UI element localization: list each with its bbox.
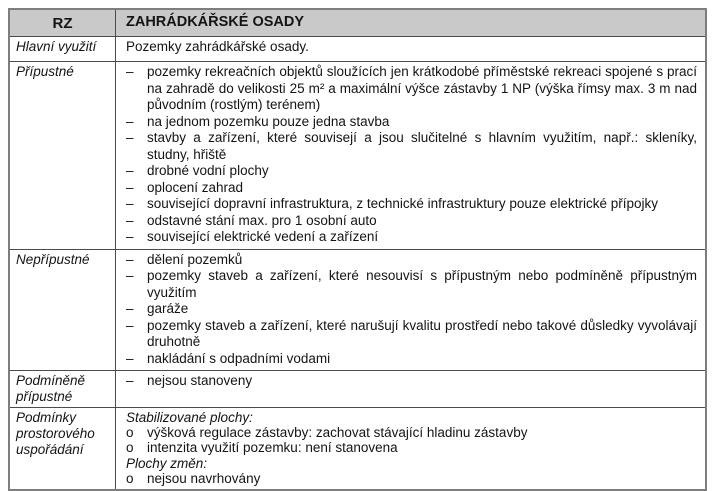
- list-item-text: výšková regulace zástavby: zachovat stávající hladinu zástavby: [147, 425, 528, 441]
- row-content-podminene-pripustne: [116, 371, 705, 407]
- list-item-text: Plochy změn:: [126, 455, 208, 471]
- list-item-text: odstavné stání max. pro 1 osobní auto: [147, 212, 377, 228]
- row-label-hlavni-vyuziti: Hlavní využití: [10, 37, 116, 61]
- list-item: [126, 229, 697, 246]
- dash-bullet-marker: –: [126, 350, 134, 366]
- list-item: [126, 351, 697, 368]
- list-item-text: Pozemky zahrádkářské osady.: [126, 39, 309, 54]
- circle-bullet-marker: o: [126, 425, 134, 441]
- list-item-text: stavby a zařízení, které souvisejí a jsou slučitelné s hlavním využitím, např.: skleníky, studny, hřiště: [147, 130, 697, 162]
- list-item-text: pozemky staveb a zařízení, které nesouvisí s přípustným nebo podmíněně přípustným využitím: [147, 268, 697, 300]
- list-item: [126, 196, 697, 213]
- table-row-podminky-prostoroveho-usporadani: [10, 407, 705, 489]
- row-label-nepripustne: Nepřípustné: [10, 250, 116, 371]
- list-item: [126, 425, 697, 440]
- list-item-text: související dopravní infrastruktura, z technické infrastruktury pouze elektrické přípojky: [147, 196, 658, 211]
- dash-bullet-marker: –: [126, 373, 134, 388]
- dash-bullet-marker: –: [126, 130, 134, 145]
- list-item: [126, 301, 697, 318]
- dash-bullet-marker: –: [126, 179, 134, 195]
- dash-bullet-marker: –: [126, 251, 134, 267]
- list-item: [126, 213, 697, 230]
- dash-bullet-marker: –: [126, 317, 134, 333]
- list-item-text: na jednom pozemku pouze jedna stavba: [147, 113, 390, 129]
- list-item: [126, 456, 697, 471]
- list-item-text: související elektrické vedení a zařízení: [147, 229, 379, 244]
- zone-title: ZAHRÁDKÁŘSKÉ OSADY: [126, 14, 305, 30]
- row-label-podminene-pripustne: Podmíněně přípustné: [10, 371, 116, 407]
- dash-bullet-marker: –: [126, 64, 134, 79]
- list-item: [126, 180, 697, 197]
- list-item: [126, 130, 697, 163]
- list-item: [126, 318, 697, 351]
- list-item: [126, 39, 697, 56]
- list-item-text: nejsou navrhovány: [147, 470, 261, 486]
- list-item: [126, 163, 697, 180]
- table-row-hlavni-vyuziti: [10, 36, 705, 61]
- list-item-text: drobné vodní plochy: [147, 163, 269, 178]
- list-item: [126, 373, 697, 390]
- table-header-row: [10, 10, 705, 36]
- list-item-text: Stabilizované plochy:: [126, 410, 253, 425]
- list-item-text: pozemky rekreačních objektů sloužících jen krátkodobé příměstské rekreaci spojené s prací na zahradě do velikosti 25 m² a maximální výšce zástavby 1 NP (výška římsy max. 3 m nad původním (rostlým) terénem): [147, 64, 697, 112]
- circle-bullet-marker: o: [126, 440, 134, 456]
- dash-bullet-marker: –: [126, 268, 134, 283]
- list-item-text: nejsou stanoveny: [147, 373, 253, 388]
- dash-bullet-marker: –: [126, 229, 134, 244]
- table-row-podminene-pripustne: [10, 370, 705, 407]
- list-item-text: garáže: [147, 301, 189, 316]
- row-content-hlavni-vyuziti: [116, 37, 705, 61]
- land-use-regulation-table: [8, 8, 707, 491]
- dash-bullet-marker: –: [126, 113, 134, 129]
- list-item: [126, 410, 697, 425]
- dash-bullet-marker: –: [126, 301, 134, 316]
- list-item-text: intenzita využití pozemku: není stanovena: [147, 440, 398, 456]
- circle-bullet-marker: o: [126, 470, 134, 486]
- list-item: [126, 440, 697, 455]
- table-row-pripustne: [10, 61, 705, 249]
- row-label-pripustne: Přípustné: [10, 62, 116, 249]
- list-item-text: nakládání s odpadními vodami: [147, 350, 331, 366]
- list-item-text: oplocení zahrad: [147, 179, 244, 195]
- list-item: [126, 268, 697, 301]
- list-item: [126, 114, 697, 131]
- row-label-podminky-prostoroveho-usporadani: Podmínky prostorového uspořádání: [10, 408, 116, 489]
- list-item-text: pozemky staveb a zařízení, které narušují kvalitu prostředí nebo takové důsledky vyvolávají druhotně: [147, 317, 697, 349]
- list-item: [126, 252, 697, 269]
- dash-bullet-marker: –: [126, 163, 134, 178]
- row-content-pripustne: [116, 62, 705, 249]
- list-item: [126, 471, 697, 486]
- list-item: [126, 64, 697, 114]
- list-item-text: dělení pozemků: [147, 251, 243, 267]
- row-content-podminky-prostoroveho-usporadani: [116, 408, 705, 489]
- table-row-nepripustne: [10, 249, 705, 371]
- zone-code: RZ: [10, 10, 116, 36]
- row-content-nepripustne: [116, 250, 705, 371]
- dash-bullet-marker: –: [126, 196, 134, 211]
- dash-bullet-marker: –: [126, 212, 134, 228]
